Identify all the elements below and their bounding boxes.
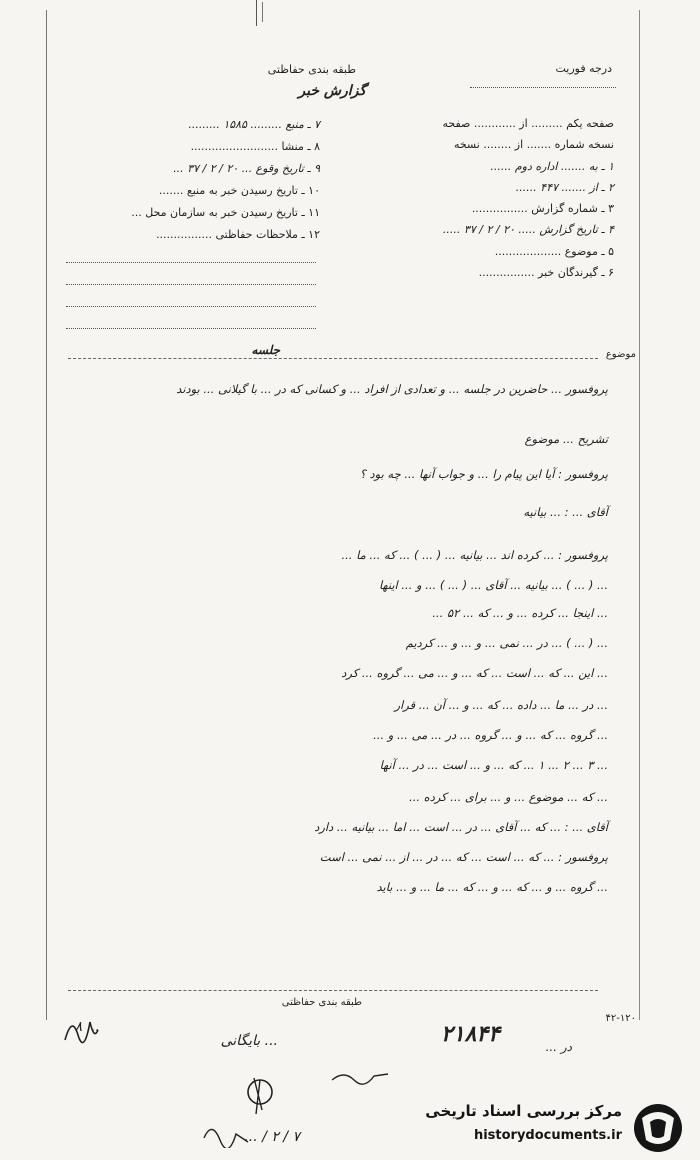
- signature-scribble: [60, 1010, 100, 1050]
- field-notes: ۱۲ ـ ملاحظات حفاظتی ................: [156, 228, 320, 241]
- body-line: ... گروه ... و ... که ... و ... که ... ما ... و ... باید: [376, 880, 608, 894]
- page-code: ۴۲-۱۲۰: [605, 1013, 636, 1024]
- field-origin: ۸ ـ منشا .........................: [190, 140, 320, 153]
- subject-label: موضوع: [605, 349, 636, 360]
- field-org-date: ۱۱ ـ تاریخ رسیدن خبر به سازمان محل ...: [131, 206, 320, 219]
- field-source-date: ۱۰ ـ تاریخ رسیدن خبر به منبع .......: [158, 184, 320, 197]
- body-line: پروفسور ... حاضرین در جلسه ... و تعدادی از افراد ... و کسانی که در ... با گیلانی ... بودند: [176, 382, 608, 396]
- body-line: ... گروه ... که ... و ... گروه ... در ... می ... و ...: [373, 728, 608, 742]
- body-line: ... این ... که ... است ... که ... و ... می ... گروه ... کرد: [341, 666, 608, 680]
- notes-line-1: [66, 262, 316, 263]
- field-page: صفحه یکم ......... از ............ صفحه: [442, 117, 614, 130]
- body-line: پروفسور : ... کرده اند ... بیانیه ... ( ... ) ... که ... ما ...: [341, 548, 608, 562]
- logo-emblem-icon: [628, 1100, 688, 1156]
- signature-scribble: [200, 1118, 250, 1148]
- field-report-date: ۴ ـ تاریخ گزارش ..... ۲۰ / ۲ / ۳۷ .....: [442, 223, 614, 236]
- field-event-date: ۹ ـ تاریخ وقوع ... ۲۰ / ۲ / ۳۷ ...: [173, 162, 320, 175]
- hw-date: ۷ / ۲ / ...: [244, 1129, 300, 1145]
- logo-name: مرکز بررسی اسناد تاریخی: [425, 1102, 622, 1120]
- watermark-logo: [420, 1098, 696, 1158]
- field-recipients: ۶ ـ گیرندگان خبر ................: [478, 266, 614, 279]
- body-line: ... ( ... ) ... بیانیه ... آقای ... ( ... ) ... و ... اینها: [379, 578, 608, 592]
- field-copy: نسخه شماره ....... از ........ نسخه: [453, 138, 614, 151]
- signature-scribble: [330, 1066, 390, 1088]
- field-subject: ۵ ـ موضوع ...................: [494, 245, 614, 258]
- subject-line: [68, 358, 598, 359]
- field-source: ۷ ـ منبع ......... ۱۵۸۵ .........: [188, 118, 320, 131]
- field-report-no: ۳ ـ شماره گزارش ................: [471, 202, 614, 215]
- notes-line-2: [66, 284, 316, 285]
- logo-url: historydocuments.ir: [473, 1128, 622, 1143]
- notes-line-4: [66, 328, 316, 329]
- body-line: ... که ... موضوع ... و ... برای ... کرده ...: [409, 790, 608, 804]
- hw-note-1: ... بایگانی: [220, 1033, 278, 1049]
- body-line: آقای ... : ... که ... آقای ... در ... است ... اما ... بیانیه ... دارد: [314, 820, 608, 834]
- hw-note-2: در ...: [545, 1040, 572, 1054]
- report-title: گزارش خبر: [298, 83, 366, 99]
- field-to: ۱ ـ به ....... اداره دوم ......: [490, 160, 614, 173]
- body-line: ... اینجا ... کرده ... و ... که ... ۵۲ ...: [432, 606, 608, 620]
- priority-label: درجه فوریت: [555, 62, 612, 75]
- hw-stamp: ۲۱۸۴۴: [440, 1022, 500, 1047]
- priority-line: [470, 87, 616, 88]
- field-from: ۲ ـ از ....... ۴۴۷ ......: [515, 181, 614, 194]
- signature-scribble: [240, 1070, 280, 1120]
- body-line: ... در ... ما ... داده ... که ... و ... آن ... قرار: [394, 698, 608, 712]
- body-line: پروفسور : ... که ... است ... که ... در ... از ... نمی ... است: [319, 850, 608, 864]
- footer-line: [68, 990, 598, 991]
- body-line: پروفسور : آیا این پیام را ... و جواب آنها ... چه بود ؟: [359, 467, 608, 481]
- classification-bottom: طبقه بندی حفاظتی: [281, 997, 362, 1008]
- body-line: آقای ... : ... بیانیه: [523, 505, 608, 519]
- subject-value: جلسه: [251, 343, 280, 357]
- body-line: تشریح ... موضوع: [524, 432, 608, 446]
- body-line: ... ۳ ... ۲ ... ۱ ... که ... و ... است ... در ... آنها: [379, 758, 608, 772]
- hw-sign: ... ۸: [74, 1019, 100, 1035]
- classification-top: طبقه بندی حفاظتی: [267, 63, 356, 76]
- notes-line-3: [66, 306, 316, 307]
- body-line: ... ( ... ) ... در ... نمی ... و ... و ... کردیم: [405, 636, 608, 650]
